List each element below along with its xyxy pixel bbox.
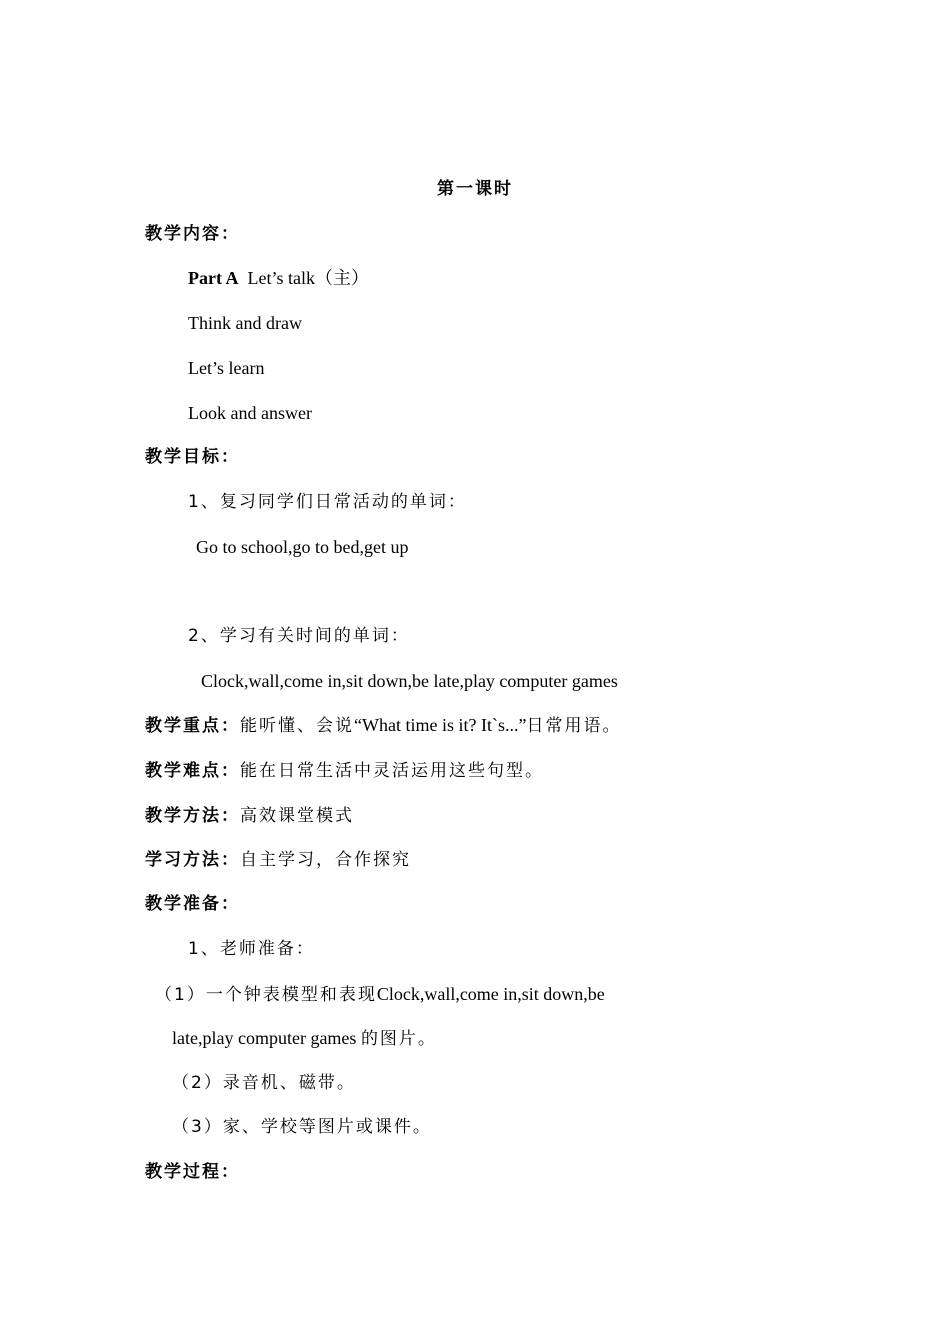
prep-teacher: 1、老师准备： <box>188 939 315 959</box>
prep-item-1-cont <box>172 1027 437 1050</box>
content-item: Think and draw <box>188 313 302 333</box>
goal-2-words: Clock,wall,come in,sit down,be late,play computer games <box>201 671 618 691</box>
difficulty-heading: 教学难点： <box>145 761 240 781</box>
content-item: Let’s learn <box>188 358 265 378</box>
prep-item-3: （3）家、学校等图片或课件。 <box>172 1117 432 1137</box>
part-text: Let’s talk（主） <box>247 268 369 288</box>
prep-item-1-a: （1）一个钟表模型和表现 <box>155 985 377 1005</box>
method-text: 高效课堂模式 <box>240 806 354 826</box>
content-part-line <box>188 267 369 289</box>
prep-item-1-b: Clock,wall,come in,sit down,be <box>376 984 605 1004</box>
prep-item-2: （2）录音机、磁带。 <box>172 1073 356 1093</box>
key-point-text-a: 能听懂、会说 <box>240 716 354 736</box>
goal-1-label: 1、复习同学们日常活动的单词： <box>188 492 467 512</box>
prep-item-1-d: 的图片。 <box>360 1029 437 1049</box>
prep-item-1-c: late,play computer games <box>172 1028 357 1048</box>
part-label: Part A <box>188 268 239 288</box>
goals-heading: 教学目标： <box>145 447 240 467</box>
learning-text: 自主学习，合作探究 <box>240 850 411 870</box>
method-heading: 教学方法： <box>145 806 240 826</box>
goal-1-words: Go to school,go to bed,get up <box>196 537 409 557</box>
key-point-text-b: “What time is it? It`s...” <box>354 715 527 735</box>
method-line <box>145 804 354 827</box>
prep-heading: 教学准备： <box>145 894 240 914</box>
learning-line <box>145 848 411 871</box>
key-point-line <box>145 714 621 737</box>
difficulty-text: 能在日常生活中灵活运用这些句型。 <box>240 761 544 781</box>
learning-heading: 学习方法： <box>145 850 240 870</box>
page-title: 第一课时 <box>437 179 513 199</box>
goal-2-label: 2、学习有关时间的单词： <box>188 626 410 646</box>
difficulty-line <box>145 759 544 782</box>
key-point-heading: 教学重点： <box>145 716 240 736</box>
content-item: Look and answer <box>188 403 312 423</box>
prep-item-1 <box>155 983 605 1006</box>
key-point-text-c: 日常用语。 <box>526 716 622 736</box>
process-heading: 教学过程： <box>145 1162 240 1182</box>
content-heading: 教学内容： <box>145 224 240 244</box>
